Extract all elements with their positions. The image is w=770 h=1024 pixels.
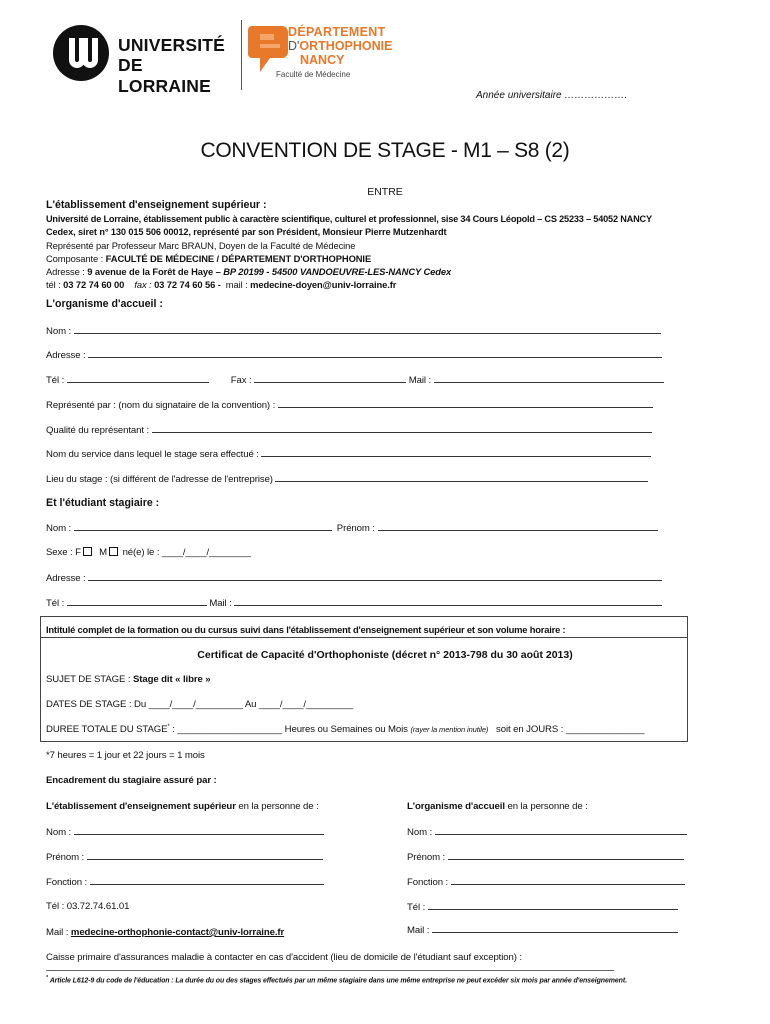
right-fonction-label: Fonction : [407, 877, 451, 888]
left-heading-rest: en la personne de : [235, 801, 319, 812]
sujet-value: Stage dit « libre » [132, 674, 211, 685]
organisme-adresse-label: Adresse : [46, 350, 89, 361]
organisme-qualite-field[interactable] [46, 424, 652, 436]
tel-label: tél : [46, 279, 64, 290]
department-orthophonie: ORTHOPHONIE [299, 39, 393, 53]
left-prenom-label: Prénom : [46, 852, 87, 863]
left-heading-bold: L'établissement d'enseignement supérieur [46, 801, 236, 812]
etudiant-sexe-field [46, 547, 251, 558]
department-subtitle: Faculté de Médecine [276, 70, 351, 79]
dates-de-stage-field[interactable]: DATES DE STAGE : Du ____/____/_________ Au ____/____/_________ [46, 699, 354, 710]
checkbox-m[interactable] [109, 547, 118, 556]
left-tel: Tél : 03.72.74.61.01 [46, 901, 130, 912]
composante-label: Composante : [46, 253, 106, 264]
encadrement-heading: Encadrement du stagiaire assuré par : [46, 775, 217, 786]
duree-label: DUREE TOTALE DU STAGE [46, 724, 168, 736]
right-mail-field[interactable] [407, 924, 678, 936]
formation-certificat: Certificat de Capacité d'Orthophoniste (décret n° 2013-798 du 30 août 2013) [197, 649, 573, 661]
department-name-line3: NANCY [300, 53, 345, 67]
right-heading-bold: L'organisme d'accueil [407, 801, 505, 812]
etudiant-naissance-field[interactable]: né(e) le : ____/____/________ [122, 547, 251, 558]
etablissement-line5 [46, 266, 451, 277]
organisme-tel-label: Tél : [46, 375, 67, 386]
right-nom-field[interactable] [407, 826, 687, 838]
right-heading-rest: en la personne de : [504, 801, 588, 812]
right-fonction-field[interactable] [407, 876, 685, 888]
adresse-value-bp: BP 20199 - 54500 VANDOEUVRE-LES-NANCY Cedex [223, 266, 452, 277]
university-logo [52, 23, 234, 96]
organisme-represente-label: Représenté par : (nom du signataire de la convention) : [46, 400, 278, 411]
fax-value: 03 72 74 60 56 - [154, 279, 224, 290]
formation-intitule: Intitulé complet de la formation ou du cursus suivi dans l'établissement d'enseignement supérieur et son volume horaire : [46, 624, 566, 635]
organisme-heading: L'organisme d'accueil : [46, 298, 163, 310]
organisme-mail-label: Mail : [408, 375, 434, 386]
etudiant-adresse-field[interactable] [46, 572, 662, 584]
entre-label: ENTRE [367, 186, 403, 198]
footnote-mark: * [46, 975, 48, 981]
etudiant-prenom-label: Prénom : [336, 523, 378, 534]
caisse-field[interactable]: Caisse primaire d'assurances maladie à contacter en cas d'accident (lieu de domicile de l'étudiant sauf exception) : [46, 952, 522, 963]
university-logo-icon [52, 24, 110, 82]
organisme-represente-field[interactable] [46, 399, 653, 411]
etablissement-line2: Cedex, siret n° 130 015 506 00012, représenté par son Président, Monsieur Pierre Mutzenhardt [46, 227, 447, 237]
footnote [46, 975, 627, 984]
right-tel-label: Tél : [407, 902, 428, 913]
encadrement-left-heading [46, 801, 319, 812]
etudiant-heading: Et l'étudiant stagiaire : [46, 497, 160, 509]
duree-jours: soit en JOURS : _______________ [488, 724, 645, 736]
checkbox-f[interactable] [83, 547, 92, 556]
academic-year: Année universitaire ………………. [476, 90, 628, 101]
etablissement-line3: Représenté par Professeur Marc BRAUN, Doyen de la Faculté de Médecine [46, 240, 356, 251]
footnote-text: Article L612-9 du code de l'éducation : La durée du ou des stages effectués par un même stagiaire dans une même entreprise ne peut excéder six mois par année d'enseignement. [49, 977, 627, 985]
right-nom-label: Nom : [407, 827, 435, 838]
mail-value: medecine-doyen@univ-lorraine.fr [250, 279, 397, 290]
duree-heures: : ____________________ Heures ou Semaines ou Mois [169, 724, 411, 736]
mail-label: mail : [225, 279, 251, 290]
composante-value: FACULTÉ DE MÉDECINE / DÉPARTEMENT D'ORTHOPHONIE [105, 253, 372, 264]
heures-note: *7 heures = 1 jour et 22 jours = 1 mois [46, 750, 205, 761]
right-prenom-label: Prénom : [407, 852, 448, 863]
duree-mention: (rayer la mention inutile) [410, 725, 489, 735]
etablissement-line4 [46, 253, 371, 264]
university-name-line2: DE LORRAINE [118, 55, 211, 96]
left-prenom-field[interactable] [46, 851, 323, 863]
duree-star: * [167, 724, 170, 730]
department-logo [248, 22, 398, 84]
organisme-lieu-label: Lieu du stage : (si différent de l'adresse de l'entreprise) [46, 474, 276, 485]
etudiant-m-label: M [99, 547, 107, 558]
logo-divider [241, 20, 242, 90]
left-nom-label: Nom : [46, 827, 74, 838]
university-name-line1: UNIVERSITÉ [118, 35, 226, 55]
etudiant-nom-label: Nom : [46, 523, 74, 534]
organisme-adresse-field[interactable] [46, 349, 662, 361]
etablissement-line1: Université de Lorraine, établissement public à caractère scientifique, culturel et professionnel, sise 34 Cours Léopold – CS 25233 – 54052 NANCY [46, 214, 652, 224]
adresse-value: 9 avenue de la Forêt de Haye – [87, 266, 224, 277]
tel-value: 03 72 74 60 00 [63, 279, 125, 290]
etudiant-nom-prenom-field[interactable] [46, 522, 658, 534]
left-fonction-label: Fonction : [46, 877, 90, 888]
etudiant-adresse-label: Adresse : [46, 573, 89, 584]
etudiant-mail-label: Mail : [209, 598, 235, 609]
footnote-separator [46, 970, 614, 971]
organisme-nom-field[interactable] [46, 325, 661, 337]
formation-divider [40, 637, 688, 638]
sujet-label: SUJET DE STAGE : [46, 674, 133, 685]
encadrement-right-heading [407, 801, 588, 812]
sujet-de-stage [46, 674, 211, 685]
adresse-label: Adresse : [46, 266, 88, 277]
fax-label: fax : [134, 279, 155, 290]
left-fonction-field[interactable] [46, 876, 324, 888]
right-prenom-field[interactable] [407, 851, 684, 863]
left-nom-field[interactable] [46, 826, 324, 838]
right-mail-label: Mail : [407, 925, 432, 936]
etudiant-tel-mail-field[interactable] [46, 597, 662, 609]
organisme-qualite-label: Qualité du représentant : [46, 425, 152, 436]
left-mail-label: Mail : [46, 927, 71, 938]
etablissement-line6 [46, 279, 396, 290]
page-title: CONVENTION DE STAGE - M1 – S8 (2) [200, 139, 570, 162]
department-name-line2 [288, 39, 392, 53]
etudiant-tel-label: Tél : [46, 598, 67, 609]
etablissement-heading: L'établissement d'enseignement supérieur : [46, 199, 267, 211]
organisme-service-label: Nom du service dans lequel le stage sera effectué : [46, 449, 262, 460]
right-tel-field[interactable] [407, 901, 678, 913]
organisme-tel-fax-mail-field[interactable] [46, 374, 664, 386]
organisme-fax-label: Fax : [230, 375, 255, 386]
left-mail-link[interactable]: medecine-orthophonie-contact@univ-lorraine.fr [70, 927, 285, 938]
etudiant-sexe-label: Sexe : F [46, 547, 81, 558]
duree-totale-field[interactable] [46, 724, 644, 735]
department-name-line1: DÉPARTEMENT [288, 25, 386, 39]
department-prefix: D' [288, 39, 300, 53]
organisme-lieu-field[interactable] [46, 473, 648, 485]
organisme-nom-label: Nom : [46, 326, 74, 337]
organisme-service-field[interactable] [46, 448, 651, 460]
left-mail [46, 927, 284, 938]
